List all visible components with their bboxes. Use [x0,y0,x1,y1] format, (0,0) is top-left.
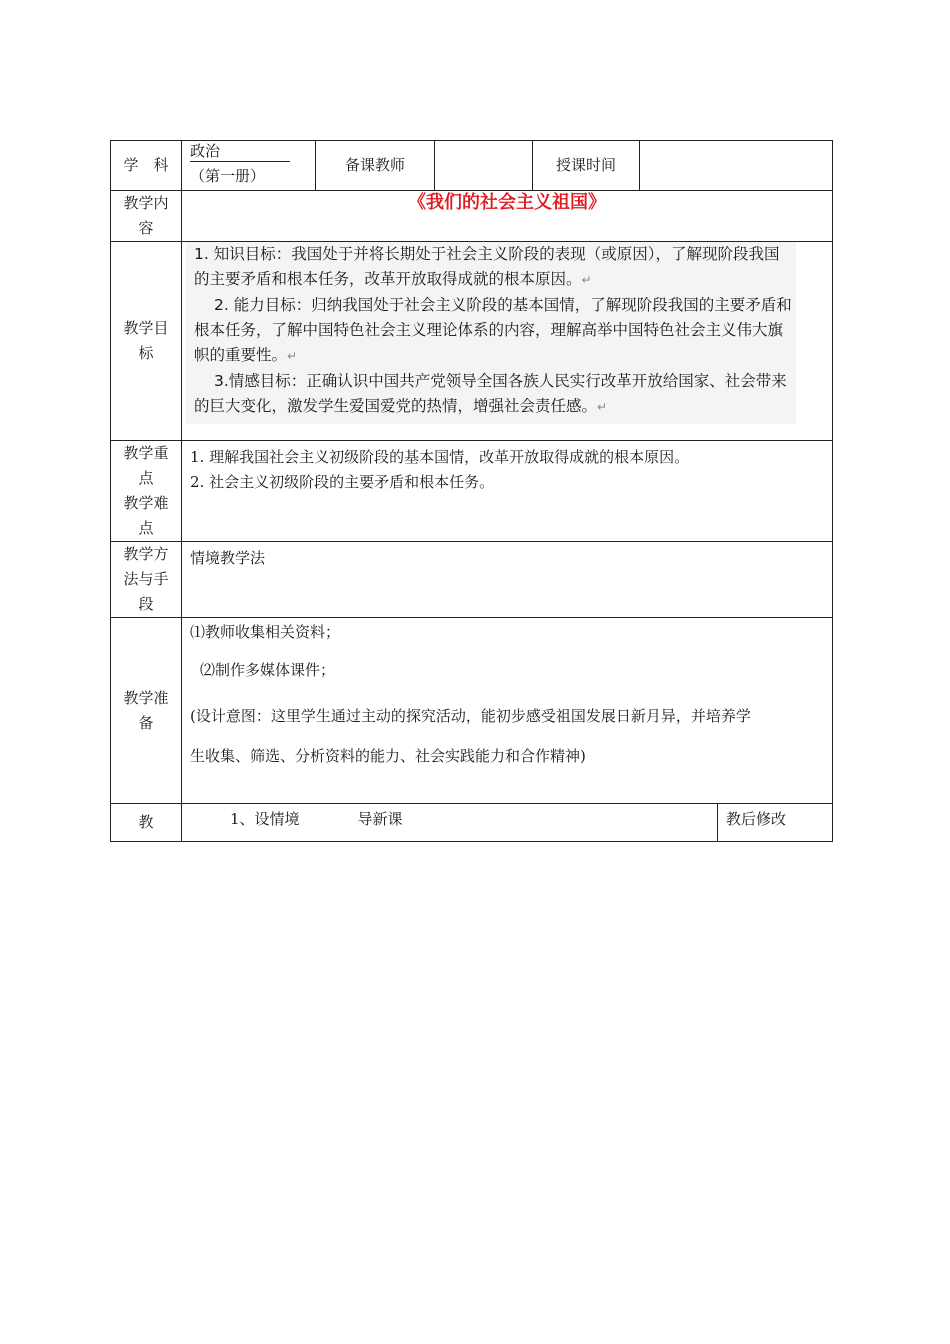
return-mark: ↵ [581,273,592,287]
subject-label: 学 科 [111,141,182,191]
header-row [111,141,833,191]
preparation-item: ⑵制作多媒体课件； [200,661,336,679]
methods-row [111,542,833,618]
key-point-item: 2. 社会主义初级阶段的主要矛盾和根本任务。 [190,473,495,491]
subject-volume: （第一册） [190,167,266,185]
methods-value: 情境教学法 [182,542,833,618]
preparation-label [111,618,182,804]
key-points-cell [182,441,833,542]
key-points-label-line2: 点 [138,469,154,487]
preparation-cell [182,618,833,804]
process-row [111,804,833,842]
key-points-label-line4: 点 [138,519,154,537]
prep-teacher-label: 备课教师 [316,141,435,191]
key-points-label-line3: 教学难 [123,494,169,512]
return-mark: ↵ [287,349,298,363]
key-points-label-line1: 教学重 [123,444,169,462]
process-spacer [640,804,718,842]
process-step-subtitle: 导新课 [357,810,403,828]
design-intent-line1: (设计意图：这里学生通过主动的探究活动，能初步感受祖国发展日新月异，并培养学 [190,707,751,725]
preparation-label-line1: 教学准 [123,688,169,707]
methods-label [111,542,182,618]
design-intent-line2: 生收集、筛选、分析资料的能力、社会实践能力和合作精神) [190,747,586,765]
content-label-line1: 教学内 [123,194,169,212]
content-label-line2: 容 [138,219,154,237]
subject-value-line [190,141,315,162]
goals-label [111,242,182,441]
content-row [111,191,833,242]
preparation-label-line2: 备 [138,713,154,732]
key-point-item: 1. 理解我国社会主义初级阶段的基本国情，改革开放取得成就的根本原因。 [190,448,690,466]
process-step-title: 1、设情境 [230,810,300,828]
goals-label-line2: 标 [138,344,154,362]
key-points-label [111,441,182,542]
subject-cell [182,141,316,191]
goals-label-line1: 教学目 [123,319,169,337]
methods-label-line3: 段 [138,595,154,613]
preparation-item: ⑴教师收集相关资料； [190,623,341,641]
after-class-label: 教后修改 [718,804,833,842]
goals-cell [182,242,833,441]
return-mark: ↵ [597,400,608,414]
process-label: 教 [111,804,182,842]
preparation-row [111,618,833,804]
class-time-value [640,141,833,191]
process-step [182,804,640,842]
subject-value: 政治 [190,141,290,162]
goal-ability: 2. 能力目标：归纳我国处于社会主义阶段的基本国情，了解现阶段我国的主要矛盾和根本任务，了解中国特色社会主义理论体系的内容，理解高举中国特色社会主义伟大旗帜的重要性。↵ [194,296,792,364]
lesson-title: 《我们的社会主义祖国》 [182,191,833,242]
class-time-label: 授课时间 [533,141,640,191]
goal-knowledge: 1. 知识目标：我国处于并将长期处于社会主义阶段的表现（或原因），了解现阶段我国的主要矛盾和根本任务，改革开放取得成就的根本原因。↵ [194,245,780,288]
methods-label-line2: 法与手 [123,570,169,588]
content-label [111,191,182,242]
goals-box [186,242,796,424]
key-points-row [111,441,833,542]
goals-row [111,242,833,441]
prep-teacher-value [435,141,533,191]
methods-label-line1: 教学方 [123,545,169,563]
lesson-plan-table [110,140,833,842]
goal-emotion: 3.情感目标：正确认识中国共产党领导全国各族人民实行改革开放给国家、社会带来的巨大变化，激发学生爱国爱党的热情，增强社会责任感。↵ [194,372,787,415]
